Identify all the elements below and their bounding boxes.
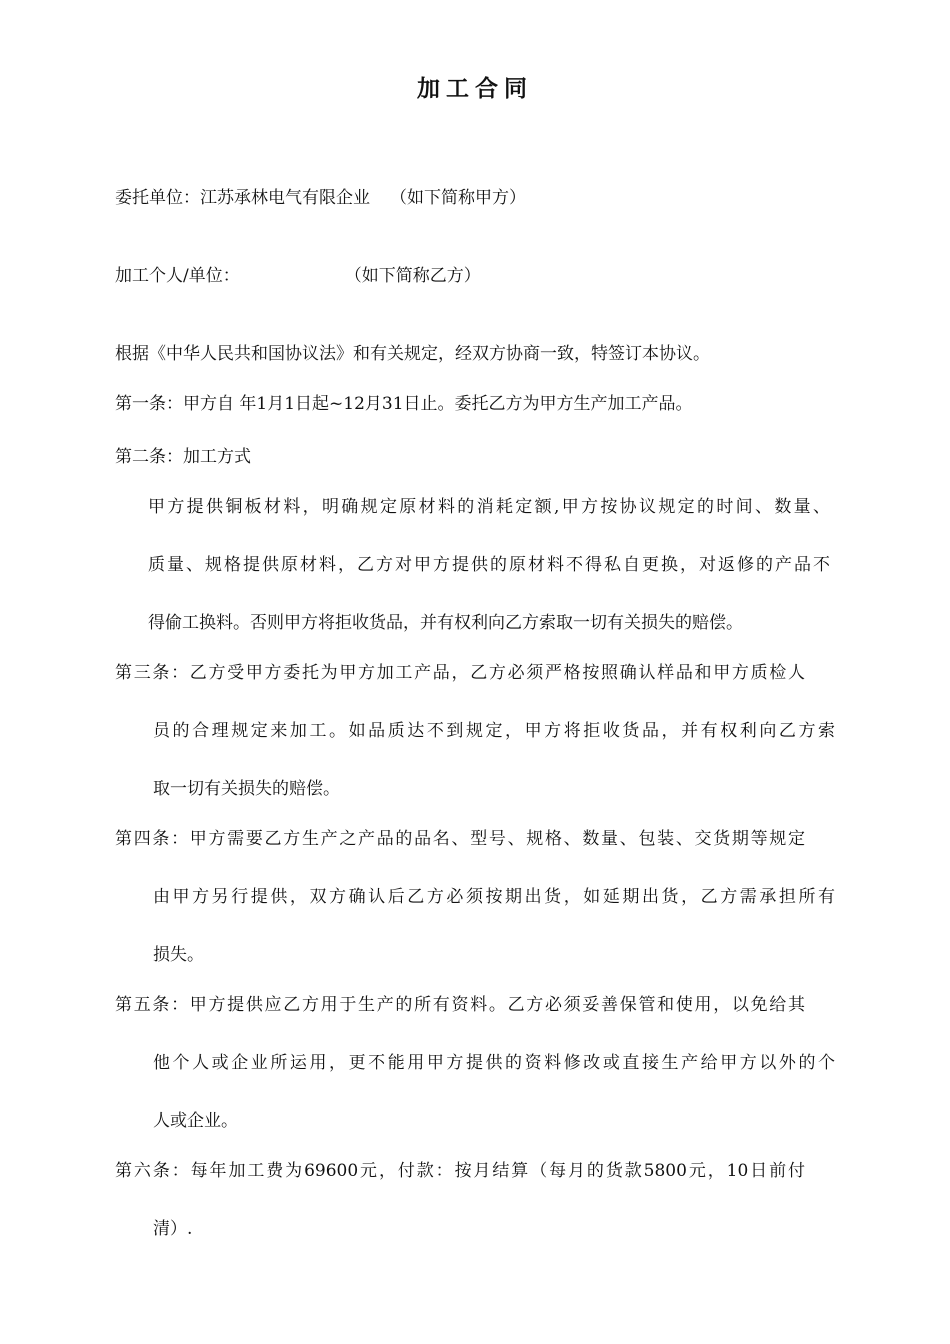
party-b-suffix: （如下简称乙方） <box>344 266 481 286</box>
article-5-line: 第五条：甲方提供应乙方用于生产的所有资料。乙方必须妥善保管和使用，以免给其 <box>115 995 805 1015</box>
article-4-line: 第四条：甲方需要乙方生产之产品的品名、型号、规格、数量、包装、交货期等规定 <box>115 829 805 849</box>
article-6-line: 清）. <box>153 1219 193 1239</box>
article-4-line: 由甲方另行提供，双方确认后乙方必须按期出货，如延期出货，乙方需承担所有 <box>153 887 835 907</box>
article-1: 第一条：甲方自 年1月1日起~12月31日止。委托乙方为甲方生产加工产品。 <box>115 394 693 414</box>
article-5-line: 他个人或企业所运用，更不能用甲方提供的资料修改或直接生产给甲方以外的个 <box>153 1053 835 1073</box>
document-title: 加工合同 <box>417 75 533 102</box>
article-4-line: 损失。 <box>153 945 204 965</box>
party-b-label: 加工个人/单位： <box>115 266 240 286</box>
article-2-line: 甲方提供铜板材料，明确规定原材料的消耗定额,甲方按协议规定的时间、数量、 <box>148 497 830 517</box>
party-a-label: 委托单位：江苏承林电气有限企业 <box>115 188 370 208</box>
preamble: 根据《中华人民共和国协议法》和有关规定，经双方协商一致，特签订本协议。 <box>115 344 710 364</box>
article-5-line: 人或企业。 <box>153 1111 238 1131</box>
article-2-heading: 第二条：加工方式 <box>115 447 251 467</box>
party-b-line <box>115 264 481 288</box>
article-2-line: 得偷工换料。否则甲方将拒收货品，并有权利向乙方索取一切有关损失的赔偿。 <box>148 613 743 633</box>
party-a-line <box>115 186 526 210</box>
article-2-line: 质量、规格提供原材料，乙方对甲方提供的原材料不得私自更换，对返修的产品不 <box>148 555 830 575</box>
article-6-line: 第六条：每年加工费为69600元，付款：按月结算（每月的货款5800元，10日前付 <box>115 1161 805 1181</box>
article-3-line: 员的合理规定来加工。如品质达不到规定，甲方将拒收货品，并有权利向乙方索 <box>153 721 835 741</box>
article-3-line: 取一切有关损失的赔偿。 <box>153 779 340 799</box>
party-a-suffix: （如下简称甲方） <box>390 188 526 208</box>
article-3-line: 第三条：乙方受甲方委托为甲方加工产品，乙方必须严格按照确认样品和甲方质检人 <box>115 663 805 683</box>
